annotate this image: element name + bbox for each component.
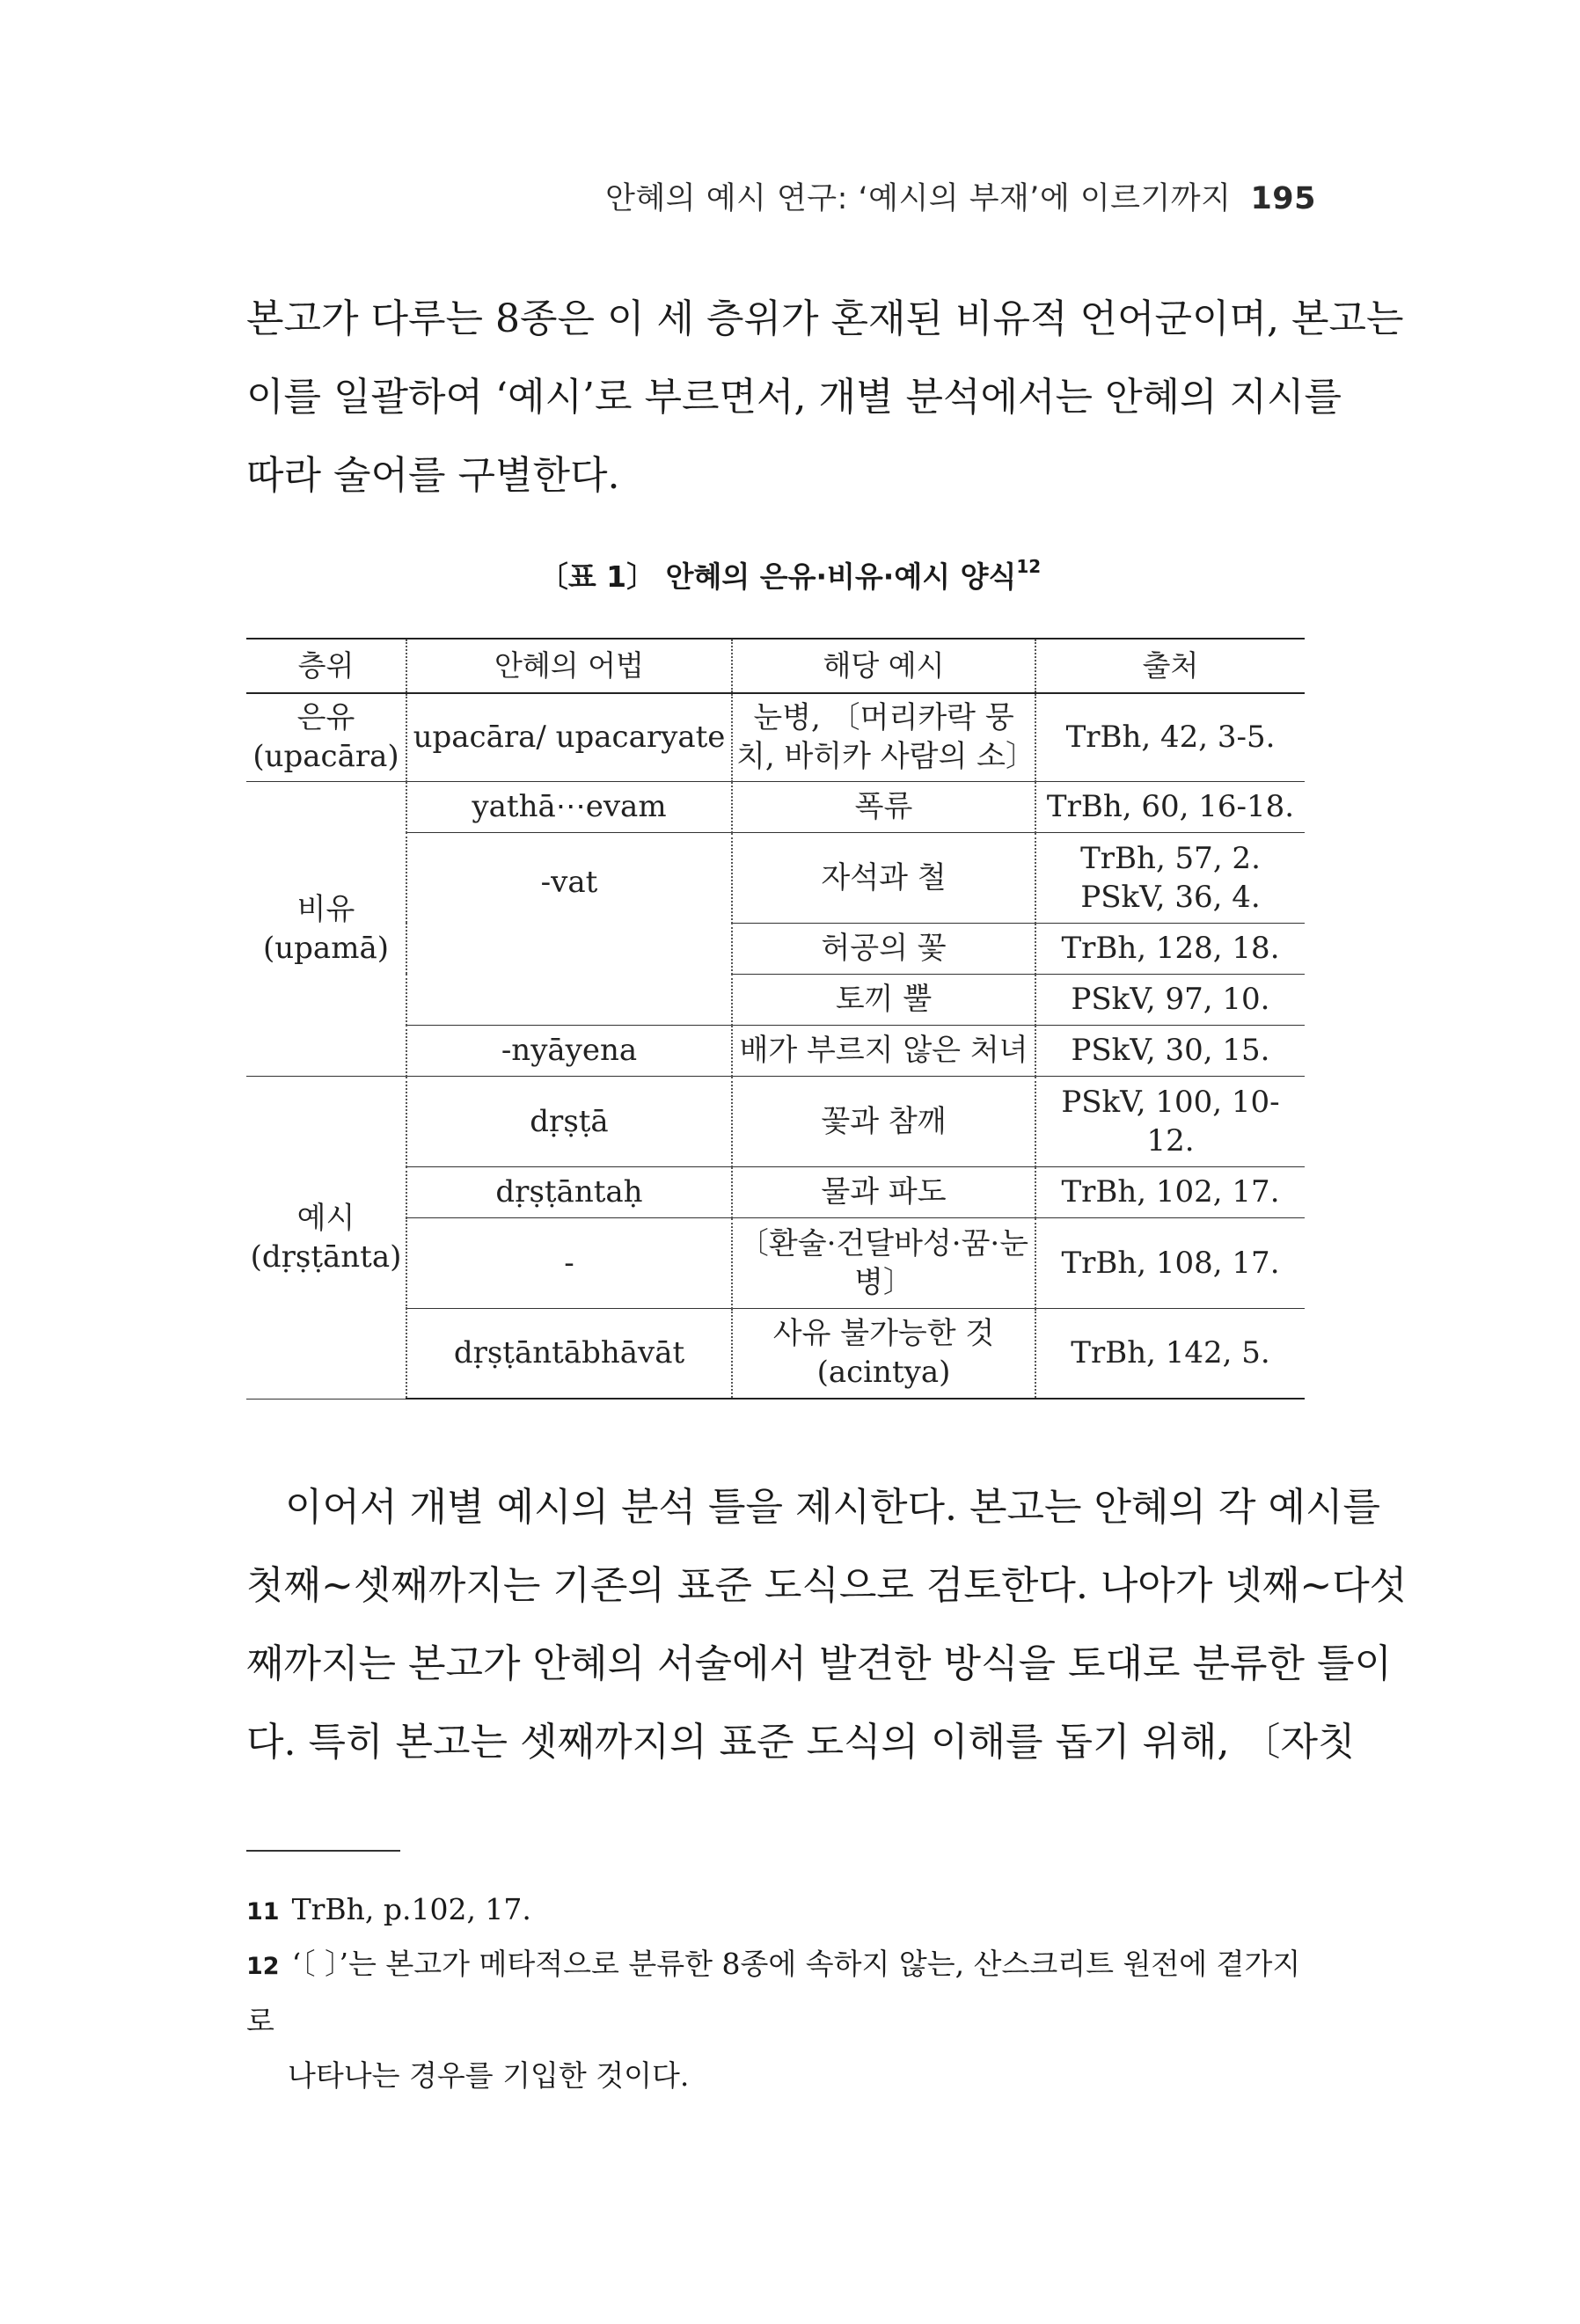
usage-cell: dṛṣṭāntābhāvāt bbox=[406, 1308, 732, 1399]
example-cell: 폭류 bbox=[732, 781, 1035, 832]
level-cell-upama bbox=[246, 781, 406, 1076]
footnote-12 bbox=[246, 1937, 1320, 2103]
header-source: 출처 bbox=[1035, 639, 1305, 693]
table-caption bbox=[0, 554, 1580, 596]
level-ko: 예시 bbox=[296, 1200, 355, 1236]
running-title: 안혜의 예시 연구: ‘예시의 부재’에 이르기까지 bbox=[605, 181, 1232, 216]
header-usage: 안혜의 어법 bbox=[406, 639, 732, 693]
source-cell: TrBh, 128, 18. bbox=[1035, 923, 1305, 974]
source-cell: TrBh, 60, 16-18. bbox=[1035, 781, 1305, 832]
example-cell: 배가 부르지 않은 처녀 bbox=[732, 1025, 1035, 1076]
table-row bbox=[246, 781, 1305, 832]
paragraph-line: 다. 특히 본고는 셋째까지의 표준 도식의 이해를 돕기 위해, 〔자칫 bbox=[246, 1720, 1356, 1765]
paragraph-line: 본고가 다루는 8종은 이 세 층위가 혼재된 비유적 언어군이며, 본고는 bbox=[246, 296, 1404, 341]
metaphor-table bbox=[246, 638, 1305, 1400]
paragraph-line: 첫째~셋째까지는 기존의 표준 도식으로 검토한다. 나아가 넷째~다섯 bbox=[246, 1563, 1408, 1608]
level-skt: (dṛṣṭānta) bbox=[250, 1239, 402, 1275]
example-cell: 꽃과 참깨 bbox=[732, 1076, 1035, 1166]
paragraph-line: 이어서 개별 예시의 분석 틀을 제시한다. 본고는 안혜의 각 예시를 bbox=[285, 1485, 1380, 1530]
source-cell: TrBh, 102, 17. bbox=[1035, 1166, 1305, 1217]
footnote-number: 12 bbox=[246, 1953, 280, 1980]
source-cell: TrBh, 108, 17. bbox=[1035, 1217, 1305, 1308]
paragraph-intro bbox=[246, 280, 1404, 515]
example-cell: 토끼 뿔 bbox=[732, 974, 1035, 1025]
usage-cell: dṛṣṭā bbox=[406, 1076, 732, 1166]
usage-cell: upacāra/ upacaryate bbox=[406, 693, 732, 781]
table-row bbox=[246, 693, 1305, 781]
table-header-row bbox=[246, 639, 1305, 693]
level-skt: (upamā) bbox=[263, 930, 389, 966]
source-cell: PSkV, 97, 10. bbox=[1035, 974, 1305, 1025]
paragraph-line: 이를 일괄하여 ‘예시’로 부르면서, 개별 분석에서는 안혜의 지시를 bbox=[246, 375, 1342, 420]
paragraph-line: 째까지는 본고가 안혜의 서술에서 발견한 방식을 토대로 분류한 틀이 bbox=[246, 1641, 1392, 1686]
level-cell-upacara bbox=[246, 693, 406, 781]
source-cell: TrBh, 57, 2. PSkV, 36, 4. bbox=[1035, 832, 1305, 923]
example-cell: 자석과 철 bbox=[732, 832, 1035, 923]
usage-cell: -nyāyena bbox=[406, 1025, 732, 1076]
source-cell: PSkV, 30, 15. bbox=[1035, 1025, 1305, 1076]
footnote-text-continuation: 나타나는 경우를 기입한 것이다. bbox=[288, 2058, 690, 2093]
level-cell-drstanta bbox=[246, 1076, 406, 1399]
footnote-text: TrBh, p.102, 17. bbox=[291, 1892, 531, 1926]
example-cell: 허공의 꽃 bbox=[732, 923, 1035, 974]
footnote-text: ‘〔 〕’는 본고가 메타적으로 분류한 8종에 속하지 않는, 산스크리트 원전에 곁가지로 bbox=[246, 1947, 1301, 2038]
usage-cell: yathā⋯evam bbox=[406, 781, 732, 832]
footnote-number: 11 bbox=[246, 1898, 280, 1926]
footnote-11 bbox=[246, 1882, 1320, 1940]
usage-cell: - bbox=[406, 1217, 732, 1308]
usage-cell: -vat bbox=[406, 832, 732, 1025]
level-skt: (upacāra) bbox=[252, 739, 399, 775]
usage-cell: dṛṣṭāntaḥ bbox=[406, 1166, 732, 1217]
footnote-ref-12: 12 bbox=[1016, 556, 1042, 577]
table-row bbox=[246, 1076, 1305, 1166]
example-cell: 눈병, 〔머리카락 뭉치, 바히카 사람의 소〕 bbox=[732, 693, 1035, 781]
example-cell: 사유 불가능한 것 (acintya) bbox=[732, 1308, 1035, 1399]
paragraph-line: 따라 술어를 구별한다. bbox=[246, 453, 620, 498]
source-cell: PSkV, 100, 10-12. bbox=[1035, 1076, 1305, 1166]
running-header bbox=[605, 174, 1316, 218]
example-cell: 물과 파도 bbox=[732, 1166, 1035, 1217]
paragraph-framework bbox=[246, 1468, 1408, 1781]
level-ko: 은유 bbox=[296, 700, 355, 736]
source-cell: TrBh, 142, 5. bbox=[1035, 1308, 1305, 1399]
header-level: 층위 bbox=[246, 639, 406, 693]
example-cell: 〔환술·건달바성·꿈·눈병〕 bbox=[732, 1217, 1035, 1308]
footnote-divider bbox=[246, 1850, 400, 1852]
table-caption-text: 〔표 1〕 안혜의 은유·비유·예시 양식 bbox=[538, 559, 1017, 594]
page-number: 195 bbox=[1250, 181, 1316, 216]
level-ko: 비유 bbox=[296, 891, 355, 927]
source-cell: TrBh, 42, 3-5. bbox=[1035, 693, 1305, 781]
header-example: 해당 예시 bbox=[732, 639, 1035, 693]
